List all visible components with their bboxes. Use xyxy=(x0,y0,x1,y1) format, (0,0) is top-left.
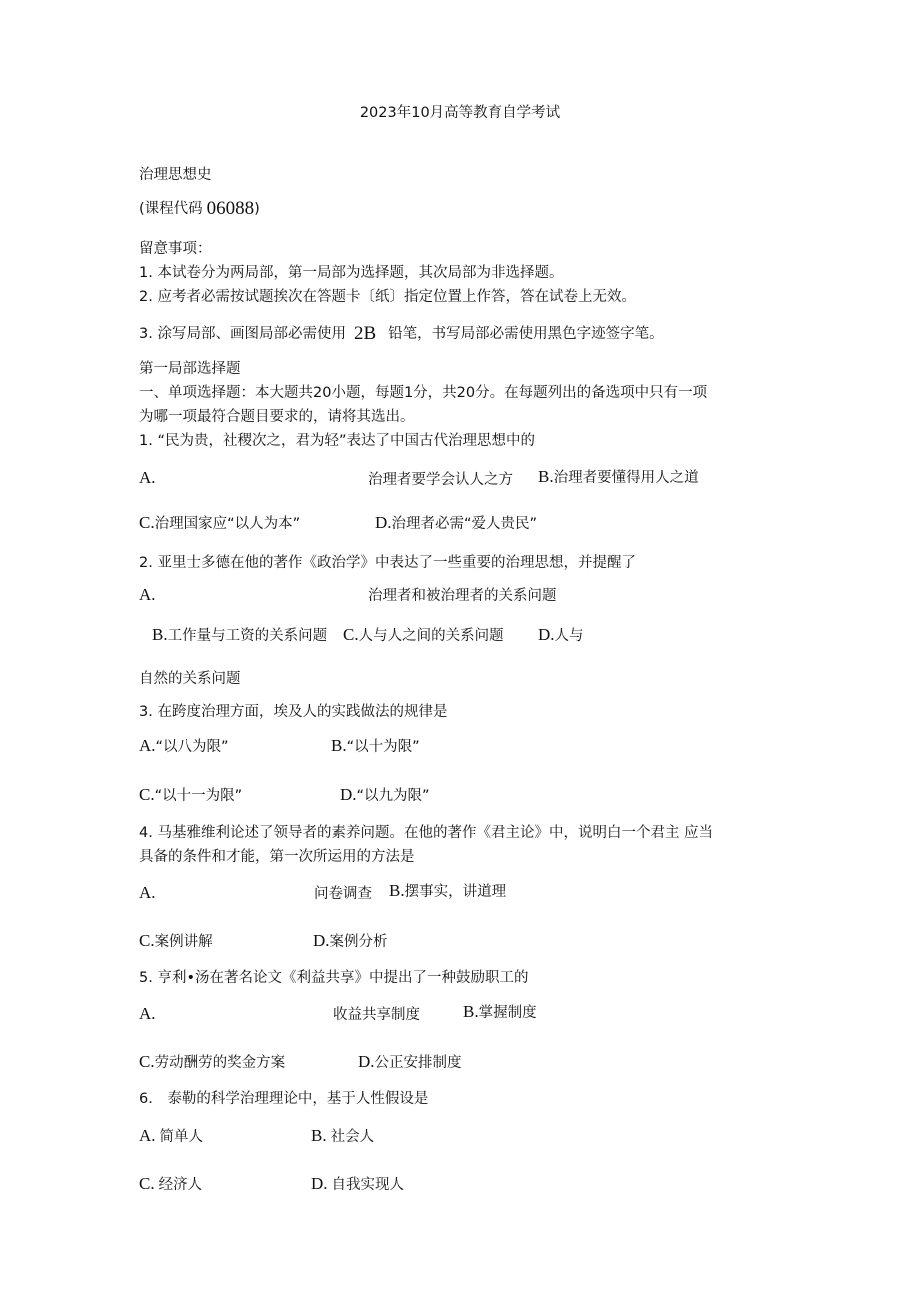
course-code-prefix: (课程代码 xyxy=(139,201,203,217)
question-1-option-b-text: 治理者要懂得用人之道 xyxy=(553,470,699,486)
question-2-option-b-text: 工作量与工资的关系问题 xyxy=(167,628,328,644)
section-instructions-line2: 为哪一项最符合题目要求的，请将其选出。 xyxy=(139,409,415,425)
question-4-option-d-letter: D. xyxy=(313,931,330,950)
question-2-option-a: 治理者和被治理者的关系问题 xyxy=(368,588,557,604)
question-4-option-c-letter: C. xyxy=(139,931,155,950)
question-1-option-a-letter: A. xyxy=(139,468,156,487)
exam-title: 2023年10月高等教育自学考试 xyxy=(359,105,561,121)
question-5-stem: 5. 亨利•汤在著名论文《利益共享》中提出了一种鼓励职工的 xyxy=(139,970,529,986)
question-6-option-b xyxy=(311,1127,374,1146)
question-6-option-c-letter: C. xyxy=(139,1174,155,1193)
question-3-option-c xyxy=(139,786,242,805)
question-4-option-c xyxy=(139,932,213,951)
question-6-option-a-letter: A. xyxy=(139,1126,156,1145)
question-3-option-b-letter: B. xyxy=(331,736,347,755)
notice-item-3-post: 铅笔，书写局部必需使用黑色字迹签字笔。 xyxy=(388,326,664,342)
part1-heading: 第一局部选择题 xyxy=(139,361,241,377)
question-2-option-b xyxy=(152,626,327,645)
question-6-option-d xyxy=(311,1175,404,1194)
question-1-option-c xyxy=(139,514,300,533)
question-2-option-d-letter: D. xyxy=(538,625,555,644)
question-3-option-d-letter: D. xyxy=(340,785,357,804)
question-1-stem: 1. “民为贵，社稷次之，君为轻”表达了中国古代治理思想中的 xyxy=(139,433,535,449)
question-6-stem: 6. 泰勒的科学治理理论中，基于人性假设是 xyxy=(139,1091,429,1107)
question-3-option-b xyxy=(331,737,420,756)
question-2-option-d-continued: 自然的关系问题 xyxy=(139,671,241,687)
question-1-option-c-letter: C. xyxy=(139,513,155,532)
notice-item-1: 1. 本试卷分为两局部，第一局部为选择题，其次局部为非选择题。 xyxy=(139,265,564,281)
question-1-option-b xyxy=(538,468,699,487)
question-6-option-d-text: 自我实现人 xyxy=(331,1177,405,1193)
question-6-option-c-text: 经济人 xyxy=(158,1177,203,1193)
question-4-option-b-text: 摆事实，讲道理 xyxy=(404,884,507,900)
question-2-option-c xyxy=(343,626,504,645)
question-4-option-c-text: 案例讲解 xyxy=(154,934,213,950)
question-3-option-c-letter: C. xyxy=(139,785,155,804)
question-1-option-d xyxy=(375,514,537,533)
question-1-option-d-text: 治理者必需“爱人贵民” xyxy=(391,516,538,532)
question-4-option-d xyxy=(313,932,388,951)
question-2-option-b-letter: B. xyxy=(152,625,168,644)
question-5-option-a-letter: A. xyxy=(139,1004,156,1023)
notice-item-3-pre: 3. 涂写局部、画图局部必需使用 xyxy=(139,326,346,342)
course-code-suffix: ) xyxy=(254,201,260,217)
course-name: 治理思想史 xyxy=(139,167,212,183)
question-6-option-b-letter: B. xyxy=(311,1126,327,1145)
question-3-option-d-text: “以九为限” xyxy=(356,788,430,804)
question-5-option-d xyxy=(358,1053,462,1072)
notice-item-3 xyxy=(139,325,664,343)
question-5-option-c-text: 劳动酬劳的奖金方案 xyxy=(154,1055,286,1071)
question-5-option-d-letter: D. xyxy=(358,1052,375,1071)
question-2-option-d-text: 人与 xyxy=(554,628,584,644)
question-6-option-a-text: 简单人 xyxy=(159,1129,204,1145)
question-4-option-b xyxy=(389,882,506,901)
question-2-option-c-text: 人与人之间的关系问题 xyxy=(358,628,504,644)
question-3-option-a-text: “以八为限” xyxy=(155,739,229,755)
question-3-option-a xyxy=(139,737,229,756)
question-1-option-b-letter: B. xyxy=(538,467,554,486)
question-2-option-c-letter: C. xyxy=(343,625,359,644)
question-5-option-d-text: 公正安排制度 xyxy=(374,1055,462,1071)
question-5-option-b-letter: B. xyxy=(463,1002,479,1021)
question-4-stem-continued: 具备的条件和才能，第一次所运用的方法是 xyxy=(139,849,415,865)
question-5-option-c-letter: C. xyxy=(139,1052,155,1071)
question-2-option-a-letter: A. xyxy=(139,585,156,604)
question-4-option-a-letter: A. xyxy=(139,883,156,902)
question-1-option-d-letter: D. xyxy=(375,513,392,532)
question-4-stem: 4. 马基雅维利论述了领导者的素养问题。在他的著作《君主论》中，说明白一个君主 应当 xyxy=(139,825,714,841)
question-3-option-c-text: “以十一为限” xyxy=(154,788,243,804)
question-5-option-a: 收益共享制度 xyxy=(333,1007,420,1023)
question-6-option-c xyxy=(139,1175,202,1194)
question-2-stem: 2. 亚里士多德在他的著作《政治学》中表达了一些重要的治理思想，并提醒了 xyxy=(139,555,636,571)
question-5-option-b-text: 掌握制度 xyxy=(478,1005,537,1021)
question-6-option-d-letter: D. xyxy=(311,1174,328,1193)
question-2-option-d xyxy=(538,626,584,645)
question-3-option-a-letter: A. xyxy=(139,736,156,755)
question-3-stem: 3. 在跨度治理方面，埃及人的实践做法的规律是 xyxy=(139,704,448,720)
course-code-line xyxy=(139,200,260,218)
question-5-option-b xyxy=(463,1003,537,1022)
question-4-option-d-text: 案例分析 xyxy=(329,934,388,950)
question-4-option-a: 问卷调查 xyxy=(314,886,372,902)
question-4-option-b-letter: B. xyxy=(389,881,405,900)
notice-item-2: 2. 应考者必需按试题挨次在答题卡〔纸〕指定位置上作答，答在试卷上无效。 xyxy=(139,289,636,305)
notice-heading: 留意事项： xyxy=(139,241,212,257)
question-5-option-c xyxy=(139,1053,285,1072)
question-3-option-b-text: “以十为限” xyxy=(346,739,420,755)
pencil-grade: 2B xyxy=(353,323,377,344)
question-1-option-c-text: 治理国家应“以人为本” xyxy=(154,516,301,532)
question-6-option-a xyxy=(139,1127,203,1146)
question-6-option-b-text: 社会人 xyxy=(330,1129,375,1145)
question-3-option-d xyxy=(340,786,430,805)
question-1-option-a: 治理者要学会认人之方 xyxy=(368,472,513,488)
course-code: 06088 xyxy=(206,198,255,219)
section-instructions-line1: 一、单项选择题：本大题共20小题，每题1分，共20分。在每题列出的备选项中只有一项 xyxy=(139,385,708,401)
